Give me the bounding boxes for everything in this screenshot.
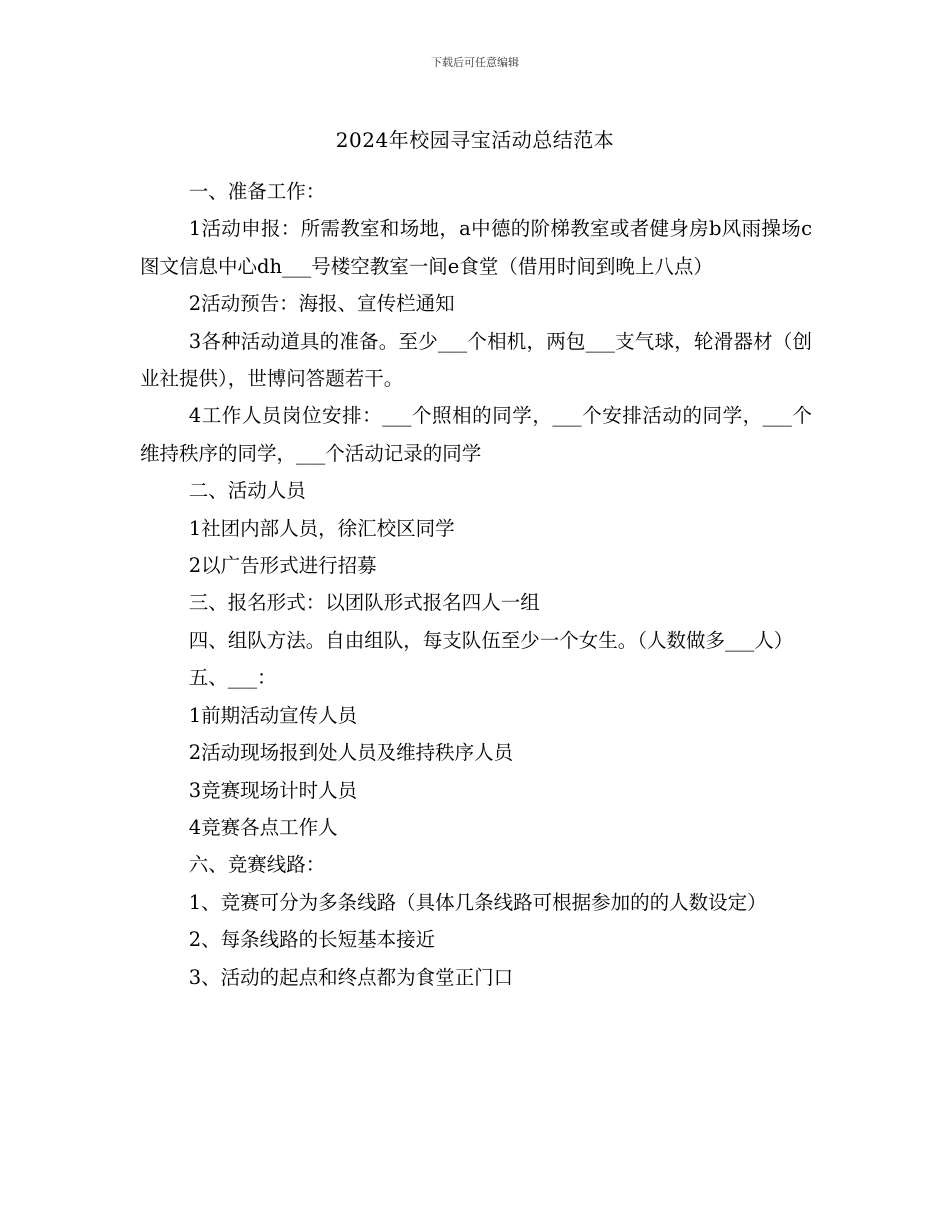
paragraph-timing-staff: 3竞赛现场计时人员 (188, 778, 358, 802)
paragraph-route-length: 2、每条线路的长短基本接近 (188, 928, 436, 952)
document-body (140, 173, 812, 996)
paragraph-multiple-routes: 1、竞赛可分为多条线路（具体几条线路可根据参加的的人数设定） (188, 890, 767, 914)
paragraph-publicity-staff: 1前期活动宣传人员 (188, 703, 358, 727)
paragraph-recruitment: 2以广告形式进行招募 (188, 554, 377, 578)
paragraph-checkin-staff: 2活动现场报到处人员及维持秩序人员 (188, 741, 514, 765)
paragraph-internal-members: 1社团内部人员，徐汇校区同学 (188, 516, 455, 540)
paragraph-checkpoint-staff: 4竞赛各点工作人 (188, 815, 338, 839)
paragraph-activity-notice: 2活动预告：海报、宣传栏通知 (188, 292, 455, 316)
paragraph-staff-arrangement: 4工作人员岗位安排：___个照相的同学，___个安排活动的同学，___个维持秩序的同学，___个活动记录的同学 (140, 404, 812, 465)
document-title: 2024年校园寻宝活动总结范本 (335, 128, 615, 152)
paragraph-start-end-point: 3、活动的起点和终点都为食堂正门口 (188, 965, 514, 989)
paragraph-props-preparation: 3各种活动道具的准备。至少___个相机，两包___支气球，轮滑器材（创业社提供），世博问答题若干。 (140, 329, 812, 391)
section-heading-five: 五、___： (188, 666, 277, 690)
paragraph-activity-application: 1活动申报：所需教室和场地，a中德的阶梯教室或者健身房b风雨操场c图文信息中心dh___号楼空教室一间e食堂（借用时间到晚上八点） (140, 217, 812, 278)
section-heading-routes: 六、竞赛线路： (188, 853, 326, 877)
section-heading-registration: 三、报名形式：以团队形式报名四人一组 (188, 591, 540, 615)
section-heading-participants: 二、活动人员 (188, 479, 306, 503)
section-heading-preparation: 一、准备工作： (188, 180, 326, 203)
section-heading-team-formation: 四、组队方法。自由组队，每支队伍至少一个女生。（人数做多___人） (188, 628, 794, 652)
page-header-note: 下载后可任意编辑 (431, 56, 519, 69)
